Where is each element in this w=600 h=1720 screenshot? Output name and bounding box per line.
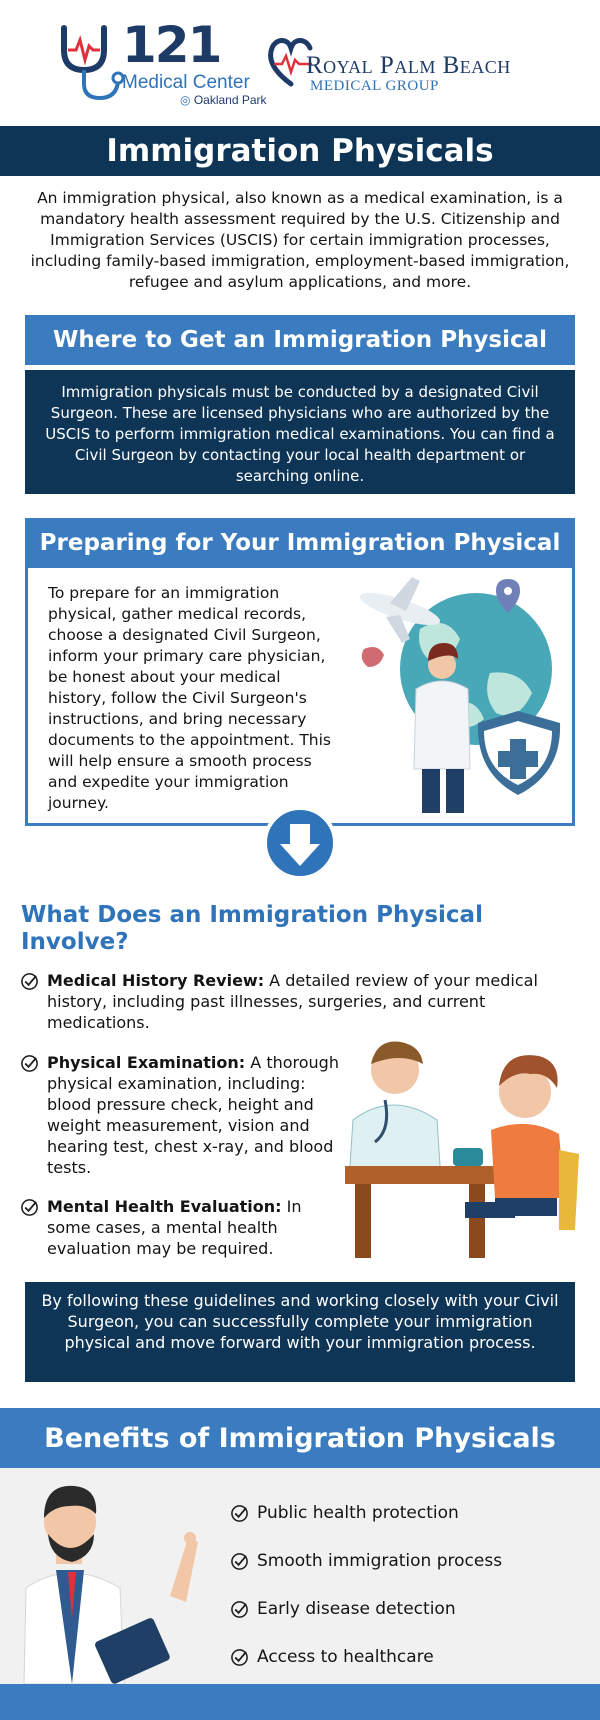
conclusion-box: By following these guidelines and working closely with your Civil Surgeon, you can successfully complete your immigration physical and move forward with your immigration process. xyxy=(25,1282,575,1382)
benefits-heading: Benefits of Immigration Physicals xyxy=(0,1408,600,1468)
benefit-item xyxy=(230,1599,456,1619)
logo-rpb-line2: MEDICAL GROUP xyxy=(310,78,439,94)
check-circle-icon xyxy=(20,1054,39,1073)
doctor-globe-illustration xyxy=(350,573,572,823)
doctor-patient-illustration xyxy=(345,1030,583,1262)
doctor-clipboard-illustration xyxy=(20,1478,210,1684)
prepare-heading: Preparing for Your Immigration Physical xyxy=(25,518,575,568)
logo-121-line1: Medical Center xyxy=(122,72,250,93)
involve-item xyxy=(20,970,560,1033)
logo-rpb-line1: Royal Palm Beach xyxy=(306,52,511,79)
involve-item-label: Physical Examination: xyxy=(47,1053,246,1072)
involve-item-label: Mental Health Evaluation: xyxy=(47,1197,282,1216)
page-title: Immigration Physicals xyxy=(106,133,494,169)
shield-cross-icon xyxy=(478,711,560,795)
logo-121-number: 121 xyxy=(122,16,221,74)
benefit-item-text: Access to healthcare xyxy=(257,1647,434,1667)
involve-item-label: Medical History Review: xyxy=(47,971,265,990)
prepare-section xyxy=(25,518,575,826)
title-band xyxy=(0,126,600,176)
check-circle-icon xyxy=(20,1198,39,1217)
benefit-item-text: Smooth immigration process xyxy=(257,1551,503,1571)
logo-royal-palm-beach[interactable] xyxy=(268,32,558,96)
stethoscope-logo-icon xyxy=(58,24,124,104)
intro-paragraph: An immigration physical, also known as a medical examination, is a mandatory health assessment required by the U.S. Citizenship and Immigration Services (USCIS) for certain immigration processes, including family-based immigration, employment-based immigration, refugee and asylum applications, and more. xyxy=(30,189,570,291)
check-circle-icon xyxy=(230,1648,249,1667)
arrow-down-icon xyxy=(267,810,333,876)
benefit-item xyxy=(230,1647,434,1667)
involve-heading: What Does an Immigration Physical Involve? xyxy=(21,902,483,955)
benefit-item xyxy=(230,1551,502,1571)
benefit-item-text: Early disease detection xyxy=(257,1599,456,1619)
involve-item xyxy=(20,1052,350,1178)
logo-121-medical-center[interactable] xyxy=(58,16,267,108)
check-circle-icon xyxy=(230,1504,249,1523)
check-circle-icon xyxy=(230,1600,249,1619)
check-circle-icon xyxy=(20,972,39,991)
header-logos xyxy=(0,0,600,126)
footer-band xyxy=(0,1684,600,1720)
involve-item-text: A thorough physical examination, including: blood pressure check, height and weight measurement, vision and hearing test, chest x-ray, and blood tests. xyxy=(47,1053,339,1177)
logo-121-line2: ◎ Oakland Park xyxy=(180,93,267,107)
involve-item xyxy=(20,1196,350,1259)
where-heading: Where to Get an Immigration Physical xyxy=(25,315,575,365)
where-body: Immigration physicals must be conducted by a designated Civil Surgeon. These are licensed physicians who are authorized by the USCIS to perform immigration medical examinations. You can find a Civil Surgeon by contacting your local health department or searching online. xyxy=(25,370,575,494)
involve-item-text: In some cases, a mental health evaluation may be required. xyxy=(47,1197,302,1258)
check-circle-icon xyxy=(230,1552,249,1571)
involve-item-text: A detailed review of your medical history, including past illnesses, surgeries, and current medications. xyxy=(47,971,538,1032)
benefit-item-text: Public health protection xyxy=(257,1503,459,1523)
arrow-down-badge xyxy=(263,806,337,880)
benefit-item xyxy=(230,1503,459,1523)
prepare-body: To prepare for an immigration physical, gather medical records, choose a designated Civil Surgeon, inform your primary care physician, be honest about your medical history, follow the Civil Surgeon's instructions, and bring necessary documents to the appointment. This will help ensure a smooth process and expedite your immigration journey. xyxy=(48,584,331,812)
